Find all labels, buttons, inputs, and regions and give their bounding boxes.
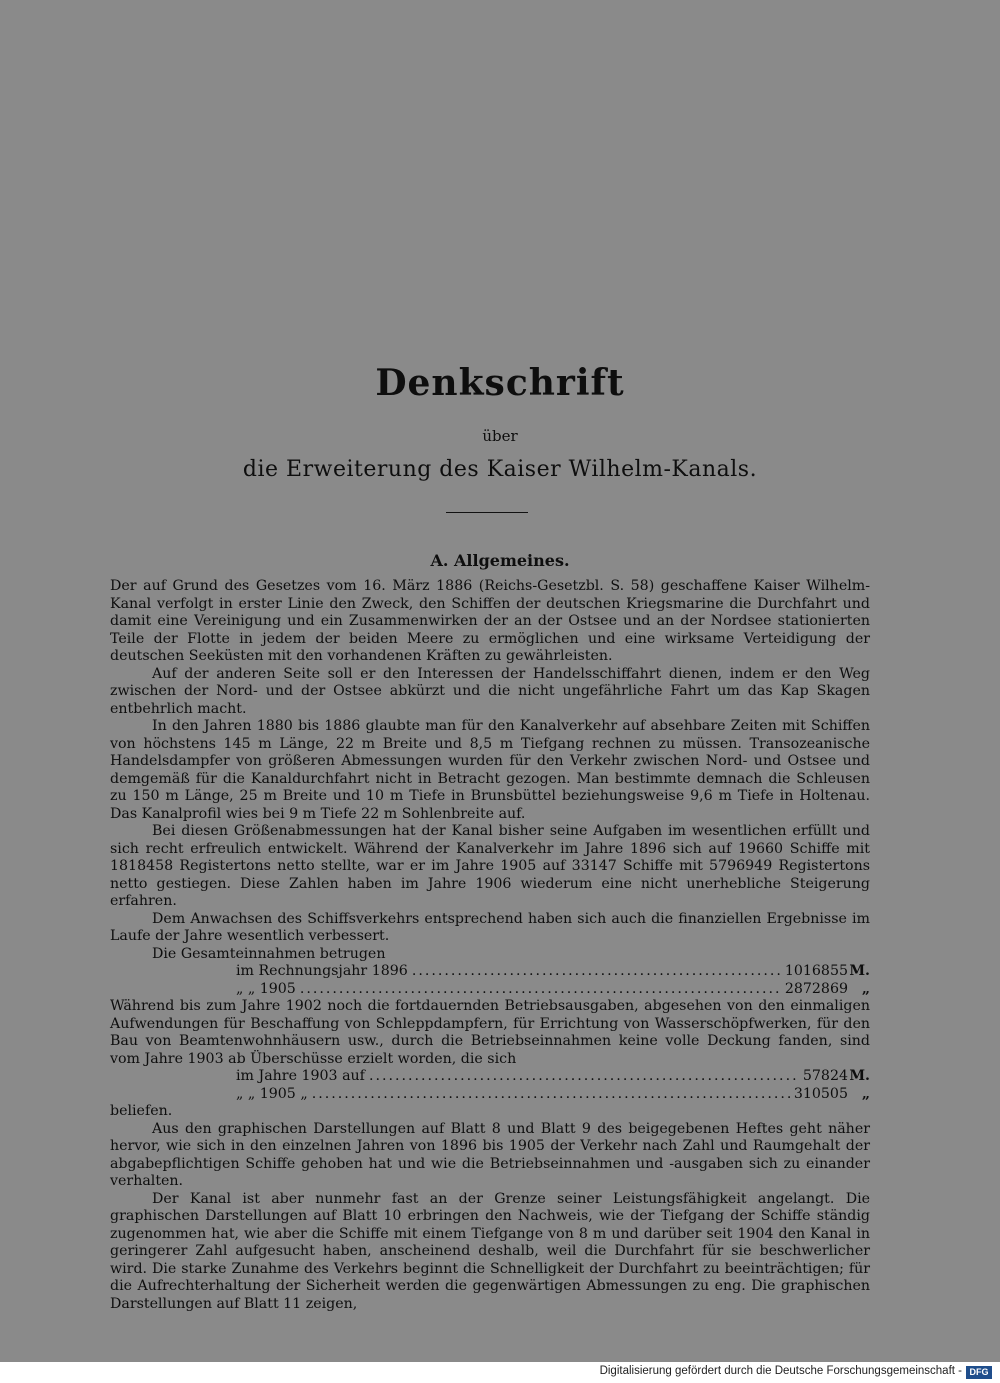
title-connector: über (482, 427, 518, 445)
paragraph: Dem Anwachsen des Schiffsverkehrs entsprechend haben sich auch die finanziellen Ergebnisse im Laufe der Jahre wesentlich verbessert. (110, 910, 870, 944)
document-subtitle: die Erweiterung des Kaiser Wilhelm-Kanals. (242, 457, 758, 482)
surplus-value: 310505 (793, 1085, 848, 1102)
title-divider (446, 512, 528, 513)
revenue-unit: „ (861, 980, 870, 997)
leader-dots (312, 1086, 790, 1104)
revenue-label: „ „ 1905 (236, 980, 296, 997)
paragraph: Der Kanal ist aber nunmehr fast an der Grenze seiner Leistungsfähigkeit angelangt. Die graphischen Darstellungen auf Blatt 10 erbringen den Nachweis, wie der Tiefgang der Schiffe ständig zugenommen hat, wie aber die Schiffe mit einem Tiefgange von 8 m und darüber seit 1904 den Kanal in geringerer Zahl aufgesucht haben, anscheinend deshalb, weil die Durchfahrt für sie beschwerlicher wird. Die starke Zunahme des Verkehrs beginnt die Schnelligkeit der Durchfahrt zu beeinträchtigen; für die Aufrechterhaltung der Sicherheit werden die gegenwärtigen Abmessungen zu eng. Die graphischen Darstellungen auf Blatt 11 zeigen, (110, 1190, 870, 1312)
paragraph: beliefen. (110, 1103, 173, 1119)
section-heading: A. Allgemeines. (430, 551, 570, 570)
paragraph: Während bis zum Jahre 1902 noch die fortdauernden Betriebsausgaben, abgesehen von den einmaligen Aufwendungen für Beschaffung von Schleppdampfern, für Errichtung von Wasserschöpfwerken, für den Bau von Beamtenwohnhäusern usw., durch die Betriebseinnahmen keine volle Deckung fanden, sind vom Jahre 1903 ab Überschüsse erzielt worden, die sich (110, 998, 870, 1067)
funding-notice: Digitalisierung gefördert durch die Deutsche Forschungsgemeinschaft - (599, 1365, 962, 1377)
leader-dots (412, 963, 781, 981)
leader-dots (369, 1068, 799, 1086)
surplus-row (110, 1068, 870, 1086)
footer-bar (0, 1362, 1000, 1383)
document-title: Denkschrift (375, 362, 625, 404)
surplus-unit: M. (849, 1068, 870, 1084)
revenue-value: 1016855 (784, 963, 848, 979)
revenue-value: 2872869 (784, 980, 848, 997)
paragraph: Der auf Grund des Gesetzes vom 16. März 1886 (Reichs-Gesetzbl. S. 58) geschaffene Kaiser Wilhelm-Kanal verfolgt in erster Linie den Zweck, den Schiffen der deutschen Kriegsmarine die Durchfahrt und damit eine Vereinigung und ein Zusammenwirken der an der Ostsee und an der Nordsee stationierten Teile der Flotte in jedem der beiden Meere zu ermöglichen und eine wirksame Verteidigung der deutschen Seeküsten mit den vorhandenen Kräften zu gewährleisten. (110, 578, 870, 664)
revenue-unit: M. (849, 963, 870, 979)
surplus-label: „ „ 1905 „ (236, 1085, 308, 1102)
revenue-row (110, 981, 870, 999)
surplus-row (110, 1086, 870, 1104)
revenue-row (110, 963, 870, 981)
dfg-logo: DFG (966, 1366, 992, 1379)
paragraph: In den Jahren 1880 bis 1886 glaubte man für den Kanalverkehr auf absehbare Zeiten mit Schiffen von höchstens 145 m Länge, 22 m Breite und 8,5 m Tiefgang rechnen zu müssen. Transozeanische Handelsdampfer von größeren Abmessungen wurden für den Verkehr zwischen Nord- und Ostsee und demgemäß für die Kanaldurchfahrt nicht in Betracht gezogen. Man bestimmte demnach die Schleusen zu 150 m Länge, 25 m Breite und 10 m Tiefe in Brunsbüttel beziehungsweise 9,6 m Tiefe in Holtenau. Das Kanalprofil wies bei 9 m Tiefe 22 m Sohlenbreite auf. (110, 718, 870, 822)
surplus-value: 57824 (802, 1068, 848, 1084)
paragraph: Auf der anderen Seite soll er den Interessen der Handelsschiffahrt dienen, indem er den Weg zwischen der Nord- und der Ostsee abkürzt und die nicht ungefährliche Fahrt um das Kap Skagen entbehrlich macht. (110, 665, 870, 717)
body-text (110, 578, 870, 1313)
paragraph: Bei diesen Größenabmessungen hat der Kanal bisher seine Aufgaben im wesentlichen erfüllt und sich recht erfreulich entwickelt. Während der Kanalverkehr im Jahre 1896 sich auf 19660 Schiffe mit 1818458 Registertons netto stellte, war er im Jahre 1905 auf 33147 Schiffe mit 5796949 Registertons netto gestiegen. Diese Zahlen haben im Jahre 1906 wiederum eine nicht unerhebliche Steigerung erfahren. (110, 823, 870, 909)
revenue-label: im Rechnungsjahr 1896 (236, 963, 408, 979)
paragraph: Aus den graphischen Darstellungen auf Blatt 8 und Blatt 9 des beigegebenen Heftes geht näher hervor, wie sich in den einzelnen Jahren von 1896 bis 1905 der Verkehr nach Zahl und Raumgehalt der abgabepflichtigen Schiffe gehoben hat und wie die Betriebseinnahmen und -ausgaben sich zu einander verhalten. (110, 1120, 870, 1189)
paragraph: Die Gesamteinnahmen betrugen (152, 945, 386, 962)
surplus-unit: „ (861, 1085, 870, 1102)
leader-dots (300, 981, 781, 999)
surplus-label: im Jahre 1903 auf (236, 1068, 365, 1084)
